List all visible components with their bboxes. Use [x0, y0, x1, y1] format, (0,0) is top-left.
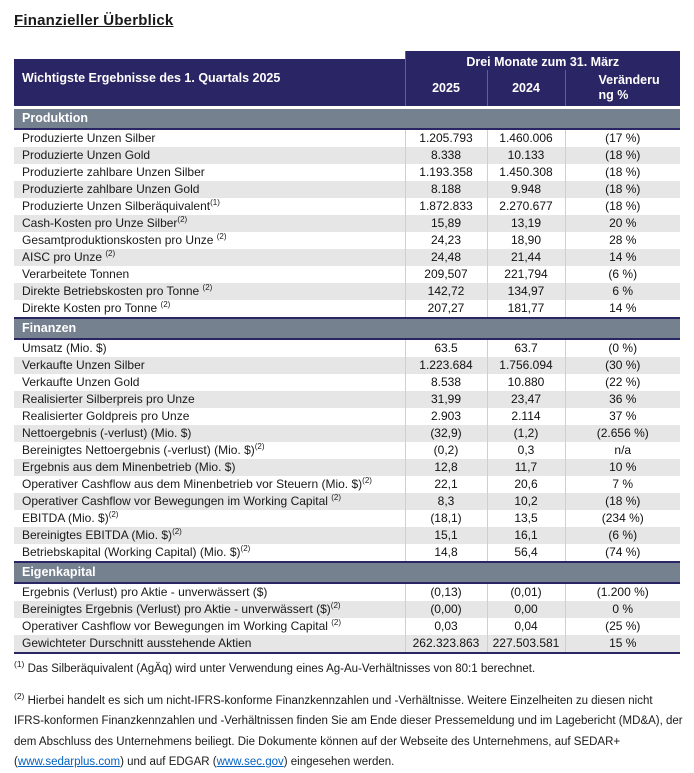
- row-label: Bereinigtes Nettoergebnis (-verlust) (Mio. $)$^{(2)}$: [22, 441, 265, 457]
- value-change: (18 %): [565, 164, 680, 181]
- table-row: [14, 164, 680, 181]
- value-2025: 14,8: [405, 544, 487, 562]
- row-label: Ergebnis aus dem Minenbetrieb (Mio. $): [22, 459, 236, 474]
- footnotes: [14, 658, 684, 773]
- value-2025: (0,13): [405, 583, 487, 601]
- value-2024: 0,04: [487, 618, 565, 635]
- column-header-2025: 2025: [405, 70, 487, 107]
- value-2025: 0,03: [405, 618, 487, 635]
- row-label: Produzierte Unzen Silberäquivalent$^{(1)}$: [22, 197, 220, 213]
- page-title: Finanzieller Überblick: [14, 12, 174, 29]
- value-2025: 1.205.793: [405, 129, 487, 147]
- value-change: 7 %: [565, 476, 680, 493]
- value-2024: 181,77: [487, 300, 565, 318]
- value-change: (18 %): [565, 181, 680, 198]
- footnote-reference: (2): [108, 509, 119, 519]
- value-2024: 20,6: [487, 476, 565, 493]
- value-2024: 10.133: [487, 147, 565, 164]
- section-header-finanzen: Finanzen: [14, 318, 680, 339]
- financial-table: [14, 51, 680, 654]
- table-row: [14, 493, 680, 510]
- value-2025: 1.872.833: [405, 198, 487, 215]
- value-2024: 18,90: [487, 232, 565, 249]
- section-eigenkapital: [14, 562, 680, 653]
- table-row: [14, 583, 680, 601]
- table-row: [14, 527, 680, 544]
- value-change: (17 %): [565, 129, 680, 147]
- table-row: [14, 510, 680, 527]
- value-change: (30 %): [565, 357, 680, 374]
- row-label: Operativer Cashflow vor Bewegungen im Working Capital $^{(2)}$: [22, 492, 342, 508]
- table-header: [14, 51, 680, 107]
- value-change: n/a: [565, 442, 680, 459]
- value-2024: 1.460.006: [487, 129, 565, 147]
- row-label: EBITDA (Mio. $)$^{(2)}$: [22, 509, 119, 525]
- value-change: (234 %): [565, 510, 680, 527]
- value-2024: 2.114: [487, 408, 565, 425]
- section-header-produktion: Produktion: [14, 107, 680, 129]
- value-2024: 13,19: [487, 215, 565, 232]
- footnote-reference: (2): [331, 492, 342, 502]
- value-2025: (18,1): [405, 510, 487, 527]
- row-label: Bereinigtes EBITDA (Mio. $)$^{(2)}$: [22, 526, 182, 542]
- value-change: (18 %): [565, 493, 680, 510]
- column-header-change: Veränderung %: [565, 70, 680, 107]
- table-row: [14, 198, 680, 215]
- footnote-reference: (2): [105, 248, 116, 258]
- footnote-2-text-after: ) eingesehen werden.: [283, 756, 395, 769]
- table-row: [14, 442, 680, 459]
- footnote-reference: (2): [177, 214, 188, 224]
- table-row: [14, 601, 680, 618]
- row-label: Produzierte zahlbare Unzen Silber: [22, 164, 205, 179]
- value-change: 10 %: [565, 459, 680, 476]
- value-2025: 8.188: [405, 181, 487, 198]
- section-produktion: [14, 107, 680, 318]
- footnote-1: [14, 658, 684, 678]
- sedarplus-link[interactable]: www.sedarplus.com: [17, 756, 121, 769]
- value-2024: 56,4: [487, 544, 565, 562]
- value-2025: 1.193.358: [405, 164, 487, 181]
- footnote-2: [14, 691, 684, 773]
- footnote-2-text-before: Hierbei handelt es sich um nicht-IFRS-konforme Finanzkennzahlen und -Verhältnisse. Weitere Einzelheiten zu diesen nicht IFRS-konformen Finanzkennzahlen und -Verhältnissen finden Sie am Ende dieser Pressemeldung und im Lagebericht (MD&A), der dem Abschluss des Unternehmens beiliegt. Die Dokumente können auf der Webseite des Unternehmens, auf SEDAR+ (: [14, 694, 683, 769]
- value-2025: (0,2): [405, 442, 487, 459]
- table-row: [14, 339, 680, 357]
- section-header-eigenkapital: Eigenkapital: [14, 562, 680, 583]
- row-label: Produzierte zahlbare Unzen Gold: [22, 181, 200, 196]
- table-row: [14, 425, 680, 442]
- value-2024: 13,5: [487, 510, 565, 527]
- table-row: [14, 391, 680, 408]
- table-row: [14, 232, 680, 249]
- row-label: Realisierter Silberpreis pro Unze: [22, 391, 195, 406]
- value-change: (2.656 %): [565, 425, 680, 442]
- footnote-2-marker: (2): [14, 690, 25, 701]
- footnote-reference: (1): [210, 197, 220, 207]
- table-row: [14, 266, 680, 283]
- footnote-reference: (2): [216, 231, 227, 241]
- footnote-1-marker: (1): [14, 658, 25, 669]
- value-2025: 63.5: [405, 339, 487, 357]
- value-2025: 24,23: [405, 232, 487, 249]
- value-2024: 227.503.581: [487, 635, 565, 653]
- value-2024: 10,2: [487, 493, 565, 510]
- value-change: 6 %: [565, 283, 680, 300]
- row-label: Verkaufte Unzen Silber: [22, 357, 145, 372]
- footnote-reference: (2): [362, 475, 372, 485]
- row-label: Bereinigtes Ergebnis (Verlust) pro Aktie - unverwässert ($)$^{(2)}$: [22, 600, 341, 616]
- value-2025: 8.338: [405, 147, 487, 164]
- row-label: Umsatz (Mio. $): [22, 340, 107, 355]
- value-change: (0 %): [565, 339, 680, 357]
- row-label: Nettoergebnis (-verlust) (Mio. $): [22, 425, 192, 440]
- row-label: Direkte Kosten pro Tonne $^{(2)}$: [22, 299, 171, 315]
- value-2025: 8,3: [405, 493, 487, 510]
- value-2024: 16,1: [487, 527, 565, 544]
- column-header-period: Drei Monate zum 31. März: [405, 51, 680, 70]
- table-row: [14, 476, 680, 493]
- value-change: 28 %: [565, 232, 680, 249]
- value-2025: 209,507: [405, 266, 487, 283]
- row-label: Produzierte Unzen Silber: [22, 130, 156, 145]
- row-label: Gewichteter Durschnitt ausstehende Aktien: [22, 635, 252, 650]
- footnote-reference: (2): [254, 441, 265, 451]
- value-2024: 221,794: [487, 266, 565, 283]
- section-finanzen: [14, 318, 680, 562]
- row-label: Cash-Kosten pro Unze Silber$^{(2)}$: [22, 214, 188, 230]
- value-change: (1.200 %): [565, 583, 680, 601]
- value-2024: 0,3: [487, 442, 565, 459]
- value-change: 14 %: [565, 249, 680, 266]
- table-row: [14, 249, 680, 266]
- value-2024: (1,2): [487, 425, 565, 442]
- column-header-2024: 2024: [487, 70, 565, 107]
- row-label: Verarbeitete Tonnen: [22, 266, 130, 281]
- row-label: Verkaufte Unzen Gold: [22, 374, 140, 389]
- value-change: (18 %): [565, 147, 680, 164]
- value-2025: 8.538: [405, 374, 487, 391]
- value-2024: 63.7: [487, 339, 565, 357]
- footnote-reference: (2): [160, 299, 171, 309]
- value-2024: 134,97: [487, 283, 565, 300]
- footnote-reference: (2): [240, 543, 251, 553]
- footnote-2-text-middle: ) und auf EDGAR (: [120, 756, 217, 769]
- table-row: [14, 181, 680, 198]
- row-label: Betriebskapital (Working Capital) (Mio. $)$^{(2)}$: [22, 543, 251, 559]
- value-2024: 23,47: [487, 391, 565, 408]
- footnote-reference: (2): [330, 600, 341, 610]
- value-2025: 142,72: [405, 283, 487, 300]
- footnote-reference: (2): [172, 526, 182, 536]
- row-label: Realisierter Goldpreis pro Unze: [22, 408, 190, 423]
- value-2025: 15,89: [405, 215, 487, 232]
- column-header-metrics: Wichtigste Ergebnisse des 1. Quartals 2025: [14, 51, 405, 107]
- value-2025: (0,00): [405, 601, 487, 618]
- value-change: (6 %): [565, 527, 680, 544]
- value-2025: 15,1: [405, 527, 487, 544]
- row-label: Ergebnis (Verlust) pro Aktie - unverwässert ($): [22, 584, 268, 599]
- value-change: (25 %): [565, 618, 680, 635]
- table-row: [14, 618, 680, 635]
- value-2025: 2.903: [405, 408, 487, 425]
- row-label: Produzierte Unzen Gold: [22, 147, 151, 162]
- footnote-1-text: Das Silberäquivalent (AgÄq) wird unter Verwendung eines Ag-Au-Verhältnisses von 80:1 berechnet.: [24, 662, 536, 675]
- value-2024: 0,00: [487, 601, 565, 618]
- value-2024: (0,01): [487, 583, 565, 601]
- value-2024: 1.756.094: [487, 357, 565, 374]
- value-2024: 1.450.308: [487, 164, 565, 181]
- table-row: [14, 129, 680, 147]
- value-2024: 11,7: [487, 459, 565, 476]
- value-change: 0 %: [565, 601, 680, 618]
- row-label: Operativer Cashflow aus dem Minenbetrieb vor Steuern (Mio. $)$^{(2)}$: [22, 475, 372, 491]
- value-2025: 207,27: [405, 300, 487, 318]
- row-label: Direkte Betriebskosten pro Tonne $^{(2)}$: [22, 282, 213, 298]
- table-row: [14, 544, 680, 562]
- value-2025: 24,48: [405, 249, 487, 266]
- value-2025: 12,8: [405, 459, 487, 476]
- value-2024: 10.880: [487, 374, 565, 391]
- value-change: 36 %: [565, 391, 680, 408]
- value-change: (74 %): [565, 544, 680, 562]
- value-2025: (32,9): [405, 425, 487, 442]
- table-row: [14, 408, 680, 425]
- value-2025: 31,99: [405, 391, 487, 408]
- row-label: Gesamtproduktionskosten pro Unze $^{(2)}$: [22, 231, 227, 247]
- table-row: [14, 147, 680, 164]
- footnote-reference: (2): [202, 282, 213, 292]
- table-row: [14, 300, 680, 318]
- table-row: [14, 459, 680, 476]
- footnote-reference: (2): [331, 617, 342, 627]
- value-2024: 2.270.677: [487, 198, 565, 215]
- value-change: 37 %: [565, 408, 680, 425]
- edgar-link[interactable]: www.sec.gov: [216, 756, 284, 769]
- value-change: 15 %: [565, 635, 680, 653]
- value-change: (22 %): [565, 374, 680, 391]
- value-change: (6 %): [565, 266, 680, 283]
- value-2025: 262.323.863: [405, 635, 487, 653]
- value-2025: 22,1: [405, 476, 487, 493]
- table-row: [14, 635, 680, 653]
- row-label: Operativer Cashflow vor Bewegungen im Working Capital $^{(2)}$: [22, 617, 342, 633]
- value-change: 20 %: [565, 215, 680, 232]
- table-row: [14, 374, 680, 391]
- value-change: 14 %: [565, 300, 680, 318]
- value-2024: 9.948: [487, 181, 565, 198]
- row-label: AISC pro Unze $^{(2)}$: [22, 248, 116, 264]
- value-2024: 21,44: [487, 249, 565, 266]
- value-2025: 1.223.684: [405, 357, 487, 374]
- table-row: [14, 357, 680, 374]
- table-row: [14, 283, 680, 300]
- value-change: (18 %): [565, 198, 680, 215]
- table-row: [14, 215, 680, 232]
